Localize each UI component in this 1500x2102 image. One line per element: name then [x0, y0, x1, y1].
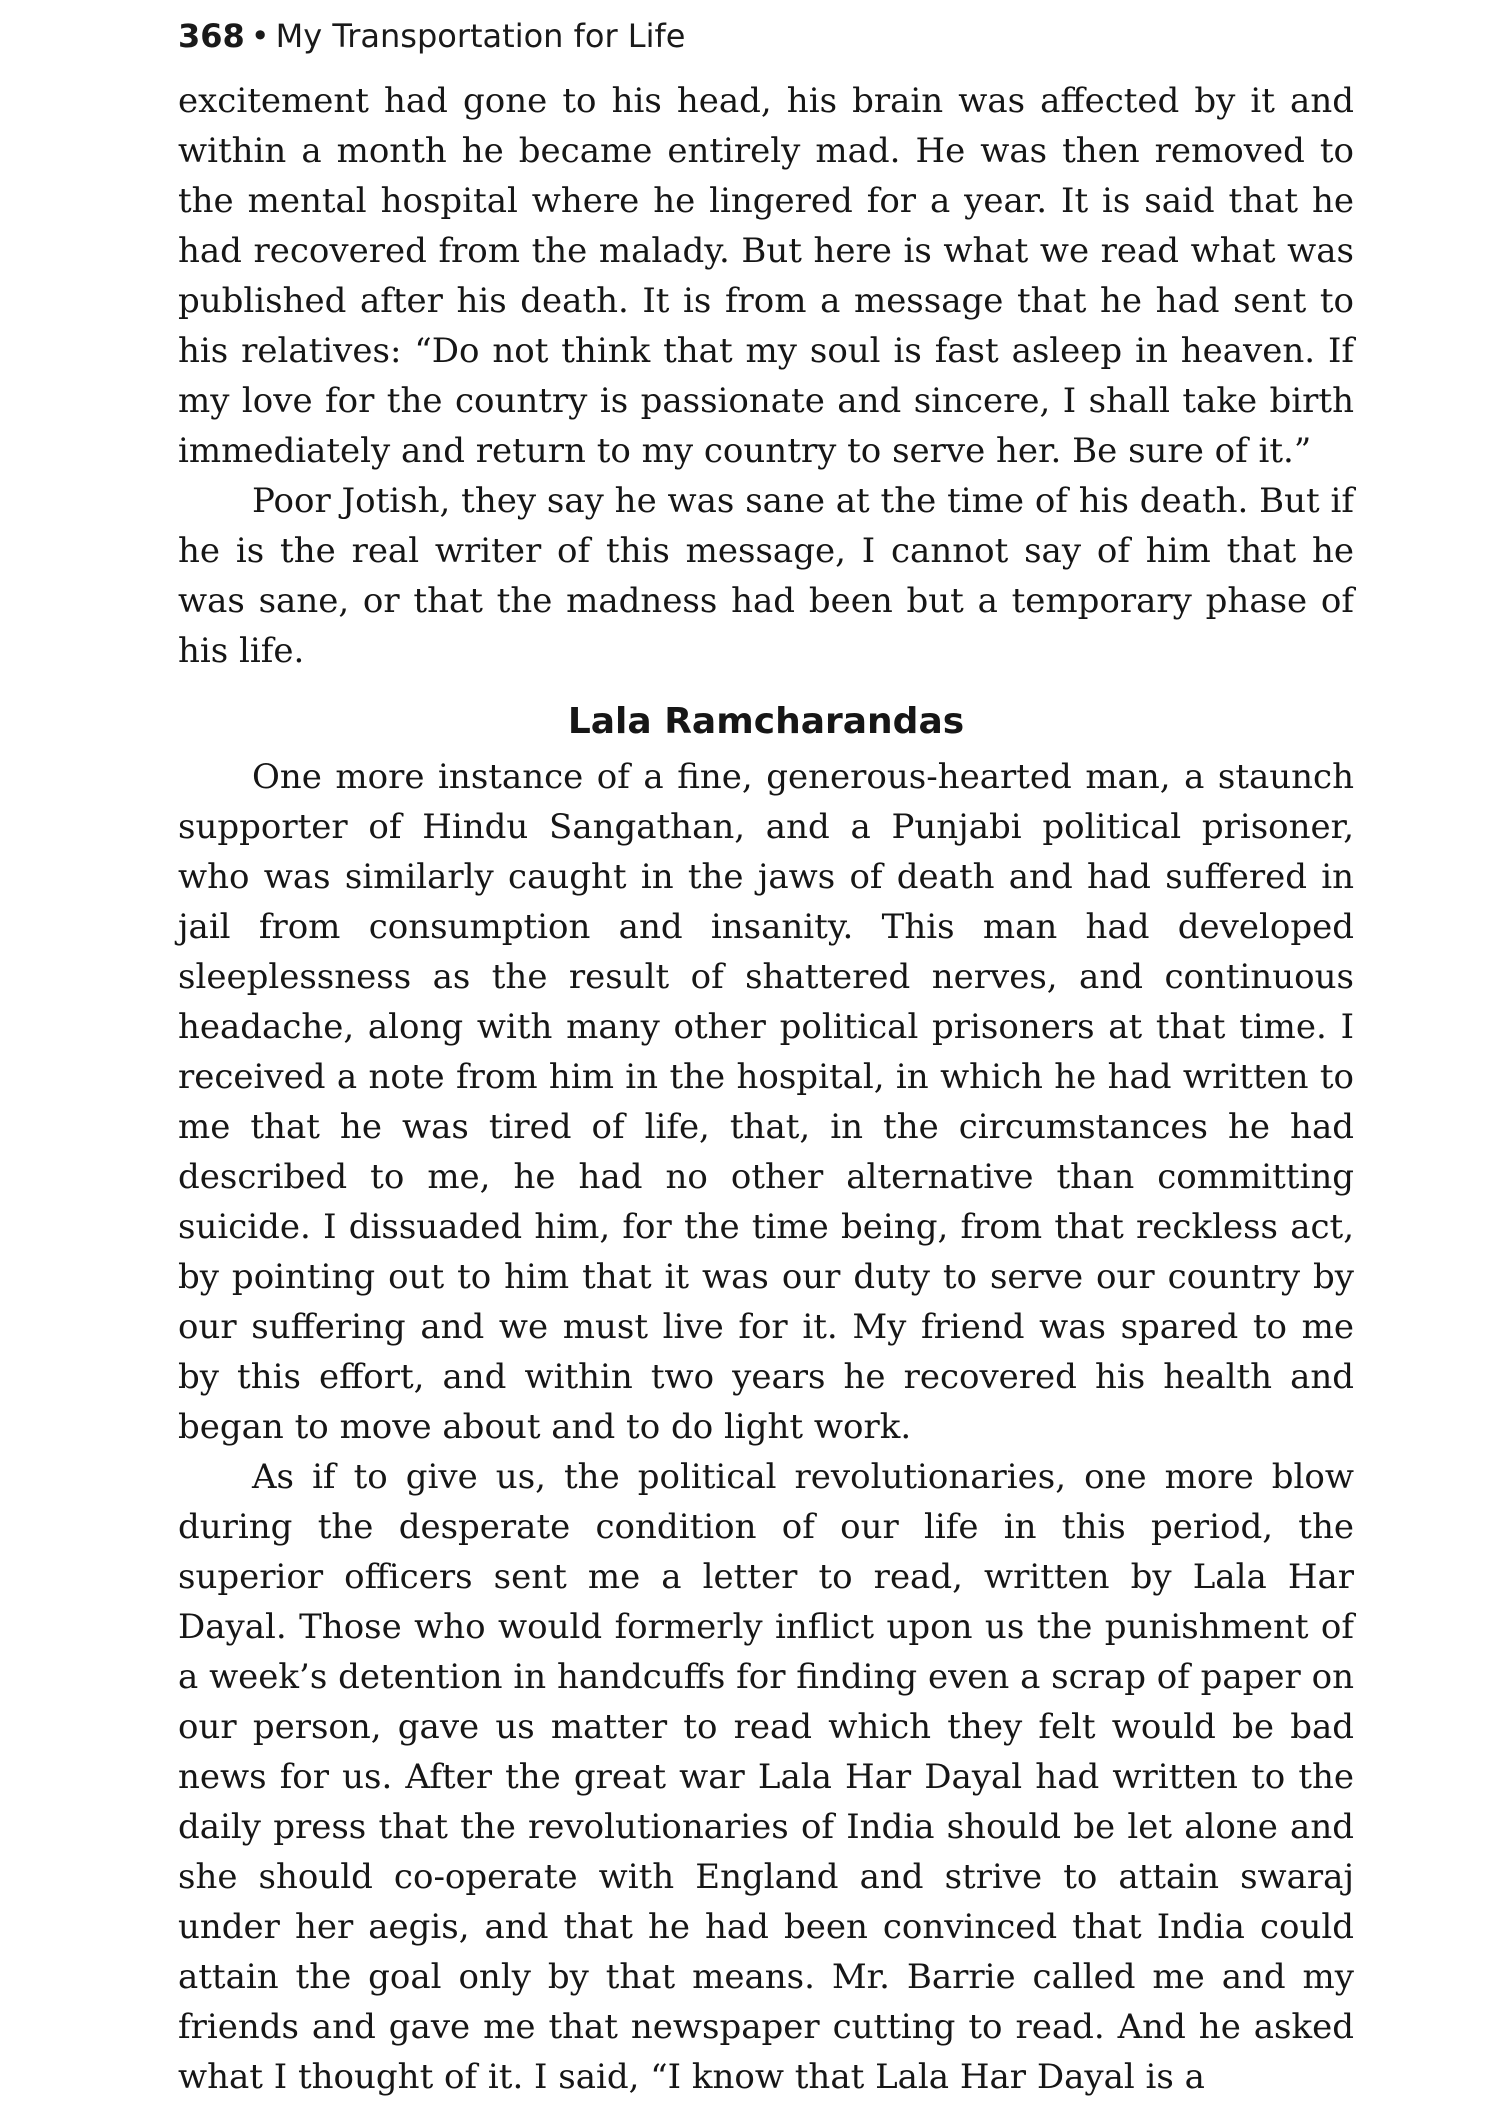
section-heading: Lala Ramcharandas	[567, 701, 965, 742]
paragraph-continued: excitement had gone to his head, his brain was affected by it and within a month he became entirely mad. He was then removed to the mental hospital where he lingered for a year. It is said that he had recovered from the malady. But here is what we read what was published after his death. It is from a message that he had sent to his relatives: “Do not think that my soul is fast asleep in heaven. If my love for the country is passionate and sincere, I shall take birth immediately and return to my country to serve her. Be sure of it.”	[178, 81, 1354, 471]
running-head-separator: •	[250, 17, 270, 55]
paragraph-one-more-instance: One more instance of a fine, generous-hearted man, a staunch supporter of Hindu Sangathan, and a Punjabi political prisoner, who was similarly caught in the jaws of death and had suffered in jail from consumption and insanity. This man had developed sleeplessness as the result of shattered nerves, and continuous headache, along with many other political prisoners at that time. I received a note from him in the hospital, in which he had written to me that he was tired of life, that, in the circumstances he had described to me, he had no other alternative than committing suicide. I dissuaded him, for the time being, from that reckless act, by pointing out to him that it was our duty to serve our country by our suffering and we must live for it. My friend was spared to me by this effort, and within two years he recovered his health and began to move about and to do light work.	[178, 757, 1354, 1447]
paragraph-as-if-to-give-us: As if to give us, the political revolutionaries, one more blow during the desperate condition of our life in this period, the superior officers sent me a letter to read, written by Lala Har Dayal. Those who would formerly inflict upon us the punishment of a week’s detention in handcuffs for finding even a scrap of paper on our person, gave us matter to read which they felt would be bad news for us. After the great war Lala Har Dayal had written to the daily press that the revolutionaries of India should be let alone and she should co-operate with England and strive to attain swaraj under her aegis, and that he had been convinced that India could attain the goal only by that means. Mr. Barrie called me and my friends and gave me that newspaper cutting to read. And he asked what I thought of it. I said, “I know that Lala Har Dayal is a	[178, 1457, 1354, 2097]
running-head	[178, 14, 1354, 58]
page-number: 368	[178, 17, 245, 55]
book-title: My Transportation for Life	[275, 17, 686, 55]
paragraph-poor-jotish: Poor Jotish, they say he was sane at the time of his death. But if he is the real writer of this message, I cannot say of him that he was sane, or that the madness had been but a temporary phase of his life.	[178, 481, 1354, 671]
book-page	[178, 14, 1354, 2102]
